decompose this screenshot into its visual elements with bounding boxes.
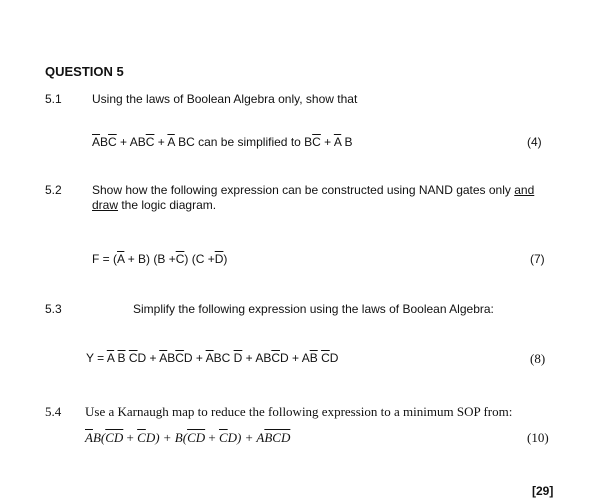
expr-term: $\overline{C}$ bbox=[175, 252, 185, 266]
expr-term: $\overline{BCD}$ bbox=[264, 430, 291, 445]
part-5-2-number: 5.2 bbox=[45, 183, 62, 197]
expr-term: $\overline{C}$ bbox=[271, 351, 281, 365]
expr-term: $\overline{C}$ bbox=[137, 430, 146, 445]
expr-term: ) (C + bbox=[184, 252, 215, 266]
expr-term: $\overline{A}$ bbox=[92, 135, 101, 149]
expr-term: $\overline{C}$ bbox=[312, 135, 321, 149]
expr-term: + bbox=[205, 430, 219, 445]
expr-term: BC bbox=[213, 351, 234, 365]
expr-term: D) + B( bbox=[145, 430, 188, 445]
part-5-2-marks: (7) bbox=[530, 252, 545, 266]
expr-term: + bbox=[154, 135, 168, 149]
expr-term: $\overline{B}$ bbox=[309, 351, 318, 365]
expr-term: $\overline{A}$ bbox=[205, 351, 214, 365]
expr-term: $\overline{CD}$ bbox=[105, 430, 124, 445]
instruction-text: Show how the following expression can be constructed using NAND gates only bbox=[92, 183, 515, 197]
expr-term: $\overline{CD}$ bbox=[187, 430, 206, 445]
expr-term: B( bbox=[92, 430, 106, 445]
part-5-1-instruction: Using the laws of Boolean Algebra only, show that bbox=[92, 92, 358, 106]
expr-term: Y = bbox=[86, 351, 107, 365]
part-5-1-number: 5.1 bbox=[45, 92, 62, 106]
expr-term: $\overline{B}$ bbox=[117, 351, 126, 365]
expr-term: BC can be simplified to B bbox=[174, 135, 313, 149]
part-5-2-instruction bbox=[92, 183, 557, 213]
part-5-4-marks: (10) bbox=[527, 430, 549, 445]
instruction-text: the logic diagram. bbox=[118, 198, 217, 212]
part-5-3-number: 5.3 bbox=[45, 302, 62, 316]
instruction-draw: draw bbox=[92, 198, 119, 212]
question-title: QUESTION 5 bbox=[45, 64, 124, 79]
expr-term: ) bbox=[223, 252, 228, 266]
expr-term: D bbox=[329, 351, 339, 365]
expr-term: D) + A bbox=[227, 430, 265, 445]
expr-term: B bbox=[167, 351, 176, 365]
expr-term: $\overline{C}$ bbox=[218, 430, 228, 445]
expr-term: B bbox=[341, 135, 353, 149]
part-5-3-expression bbox=[86, 351, 338, 365]
expr-term: F = ( bbox=[92, 252, 118, 266]
expr-term: B bbox=[100, 135, 109, 149]
part-5-3-instruction: Simplify the following expression using the laws of Boolean Algebra: bbox=[133, 302, 494, 316]
expr-term: $\overline{A}$ bbox=[106, 351, 115, 365]
expr-term: $\overline{A}$ bbox=[167, 135, 175, 149]
expr-term: + B) (B + bbox=[124, 252, 176, 266]
part-5-4-number: 5.4 bbox=[45, 404, 62, 419]
expr-term: $\overline{D}$ bbox=[233, 351, 243, 365]
expr-term: $\overline{C}$ bbox=[128, 351, 138, 365]
expr-term: + bbox=[123, 430, 138, 445]
expr-term: D + bbox=[183, 351, 206, 365]
expr-term: $\overline{A}$ bbox=[85, 430, 93, 445]
instruction-and: and bbox=[514, 183, 535, 197]
part-5-4-expression bbox=[85, 430, 290, 446]
expr-term: $\overline{A}$ bbox=[117, 252, 125, 266]
total-marks: [29] bbox=[532, 484, 554, 498]
expr-term: $\overline{C}$ bbox=[321, 351, 330, 365]
part-5-1-expression bbox=[92, 135, 353, 149]
expr-term: $\overline{A}$ bbox=[333, 135, 342, 149]
expr-term: + bbox=[320, 135, 334, 149]
part-5-4-instruction: Use a Karnaugh map to reduce the following expression to a minimum SOP from: bbox=[85, 404, 513, 419]
expr-term: $\overline{C}$ bbox=[145, 135, 155, 149]
expr-term: $\overline{D}$ bbox=[214, 252, 224, 266]
expr-term: D + A bbox=[280, 351, 310, 365]
part-5-2-expression bbox=[92, 252, 227, 266]
part-5-1-marks: (4) bbox=[527, 135, 542, 149]
expr-term: + AB bbox=[116, 135, 146, 149]
expr-term: $\overline{C}$ bbox=[108, 135, 117, 149]
expr-term: $\overline{A}$ bbox=[159, 351, 168, 365]
part-5-3-marks: (8) bbox=[530, 351, 546, 366]
expr-term: $\overline{C}$ bbox=[175, 351, 184, 365]
expr-term: + AB bbox=[242, 351, 272, 365]
expr-term: D + bbox=[137, 351, 160, 365]
